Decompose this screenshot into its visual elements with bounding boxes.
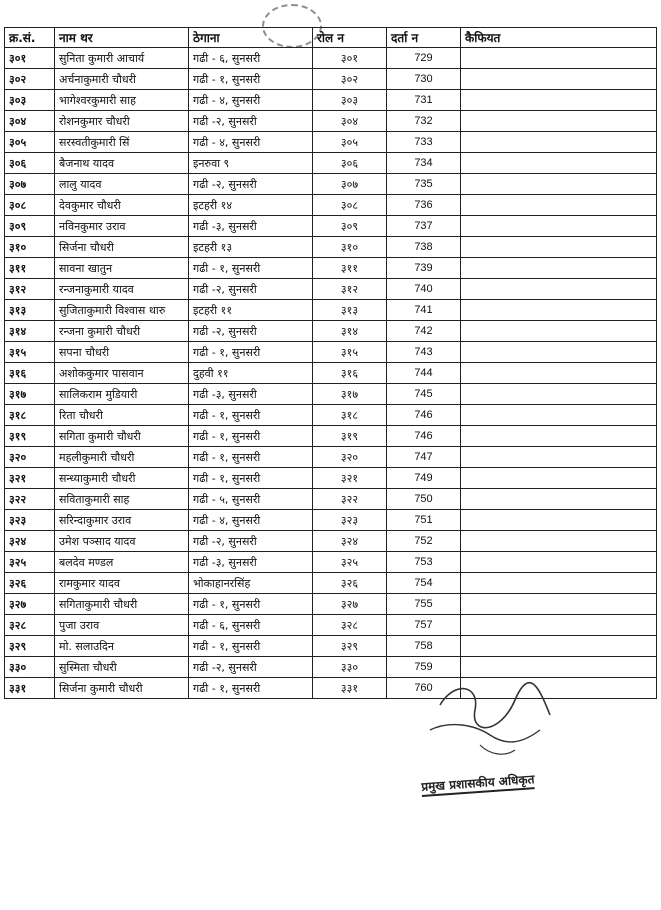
remarks-cell (461, 279, 657, 300)
name-cell: पुजा उराव (55, 615, 189, 636)
name-cell: सिर्जना कुमारी चौधरी (55, 678, 189, 699)
name-cell: सगिता कुमारी चौधरी (55, 426, 189, 447)
name-cell: भागेश्वरकुमारी साह (55, 90, 189, 111)
reg-no-cell: 757 (387, 615, 461, 636)
address-cell: गढी - ४, सुनसरी (189, 90, 313, 111)
reg-no-cell: 736 (387, 195, 461, 216)
header-serial: क्र.सं. (5, 28, 55, 48)
serial-cell: ३०७ (5, 174, 55, 195)
address-cell: गढी -२, सुनसरी (189, 111, 313, 132)
name-cell: रन्जना कुमारी चौधरी (55, 321, 189, 342)
roll-no-cell: ३१३ (313, 300, 387, 321)
table-row (5, 216, 657, 237)
remarks-cell (461, 384, 657, 405)
reg-no-cell: 751 (387, 510, 461, 531)
table-row (5, 111, 657, 132)
table-row (5, 552, 657, 573)
table-row (5, 615, 657, 636)
roll-no-cell: ३२५ (313, 552, 387, 573)
serial-cell: ३२३ (5, 510, 55, 531)
serial-cell: ३०४ (5, 111, 55, 132)
serial-cell: ३०१ (5, 48, 55, 69)
remarks-cell (461, 195, 657, 216)
remarks-cell (461, 132, 657, 153)
address-cell: इटहरी १४ (189, 195, 313, 216)
table-row (5, 132, 657, 153)
address-cell: गढी - १, सुनसरी (189, 69, 313, 90)
remarks-cell (461, 489, 657, 510)
officer-title: प्रमुख प्रशासकीय अधिकृत (421, 770, 535, 797)
remarks-cell (461, 468, 657, 489)
roll-no-cell: ३२४ (313, 531, 387, 552)
reg-no-cell: 744 (387, 363, 461, 384)
serial-cell: ३२० (5, 447, 55, 468)
address-cell: गढी -२, सुनसरी (189, 279, 313, 300)
reg-no-cell: 733 (387, 132, 461, 153)
serial-cell: ३३१ (5, 678, 55, 699)
roll-no-cell: ३०७ (313, 174, 387, 195)
header-roll-no: रोल न (313, 28, 387, 48)
roll-no-cell: ३२२ (313, 489, 387, 510)
remarks-cell (461, 237, 657, 258)
reg-no-cell: 759 (387, 657, 461, 678)
roll-no-cell: ३२७ (313, 594, 387, 615)
table-row (5, 489, 657, 510)
serial-cell: ३०२ (5, 69, 55, 90)
table-row (5, 258, 657, 279)
roll-no-cell: ३१९ (313, 426, 387, 447)
reg-no-cell: 741 (387, 300, 461, 321)
address-cell: गढी -२, सुनसरी (189, 321, 313, 342)
remarks-cell (461, 111, 657, 132)
address-cell: गढी - ६, सुनसरी (189, 615, 313, 636)
address-cell: गढी -३, सुनसरी (189, 384, 313, 405)
remarks-cell (461, 321, 657, 342)
address-cell: इटहरी १३ (189, 237, 313, 258)
table-row (5, 384, 657, 405)
address-cell: गढी - ५, सुनसरी (189, 489, 313, 510)
roll-no-cell: ३२१ (313, 468, 387, 489)
table-row (5, 468, 657, 489)
address-cell: इटहरी ११ (189, 300, 313, 321)
remarks-cell (461, 447, 657, 468)
serial-cell: ३०६ (5, 153, 55, 174)
reg-no-cell: 742 (387, 321, 461, 342)
serial-cell: ३२९ (5, 636, 55, 657)
reg-no-cell: 735 (387, 174, 461, 195)
remarks-cell (461, 594, 657, 615)
reg-no-cell: 753 (387, 552, 461, 573)
roll-no-cell: ३०९ (313, 216, 387, 237)
serial-cell: ३२२ (5, 489, 55, 510)
serial-cell: ३२८ (5, 615, 55, 636)
reg-no-cell: 745 (387, 384, 461, 405)
reg-no-cell: 738 (387, 237, 461, 258)
serial-cell: ३२१ (5, 468, 55, 489)
serial-cell: ३२४ (5, 531, 55, 552)
address-cell: गढी - ६, सुनसरी (189, 48, 313, 69)
name-cell: सविताकुमारी साह (55, 489, 189, 510)
address-cell: गढी - ४, सुनसरी (189, 132, 313, 153)
remarks-cell (461, 552, 657, 573)
reg-no-cell: 746 (387, 405, 461, 426)
reg-no-cell: 747 (387, 447, 461, 468)
table-row (5, 300, 657, 321)
address-cell: गढी - १, सुनसरी (189, 342, 313, 363)
roll-no-cell: ३३० (313, 657, 387, 678)
name-cell: सपना चौधरी (55, 342, 189, 363)
address-cell: भोकाहानरसिंह (189, 573, 313, 594)
reg-no-cell: 758 (387, 636, 461, 657)
name-cell: सिर्जना चौधरी (55, 237, 189, 258)
serial-cell: ३०३ (5, 90, 55, 111)
table-row (5, 237, 657, 258)
reg-no-cell: 743 (387, 342, 461, 363)
table-header-row (5, 28, 657, 48)
address-cell: गढी -३, सुनसरी (189, 216, 313, 237)
reg-no-cell: 739 (387, 258, 461, 279)
table-row (5, 279, 657, 300)
serial-cell: ३२५ (5, 552, 55, 573)
address-cell: गढी - १, सुनसरी (189, 426, 313, 447)
address-cell: गढी - १, सुनसरी (189, 447, 313, 468)
address-cell: गढी - १, सुनसरी (189, 468, 313, 489)
remarks-cell (461, 153, 657, 174)
name-cell: सुनिता कुमारी आचार्य (55, 48, 189, 69)
remarks-cell (461, 258, 657, 279)
serial-cell: ३१९ (5, 426, 55, 447)
reg-no-cell: 729 (387, 48, 461, 69)
remarks-cell (461, 405, 657, 426)
serial-cell: ३१० (5, 237, 55, 258)
roll-no-cell: ३०८ (313, 195, 387, 216)
reg-no-cell: 750 (387, 489, 461, 510)
name-cell: नविनकुमार उराव (55, 216, 189, 237)
candidate-table (4, 27, 657, 699)
table-row (5, 321, 657, 342)
roll-no-cell: ३०३ (313, 90, 387, 111)
reg-no-cell: 730 (387, 69, 461, 90)
serial-cell: ३१७ (5, 384, 55, 405)
name-cell: बलदेव मण्डल (55, 552, 189, 573)
table-row (5, 48, 657, 69)
table-row (5, 447, 657, 468)
address-cell: गढी -३, सुनसरी (189, 552, 313, 573)
name-cell: रामकुमार यादव (55, 573, 189, 594)
remarks-cell (461, 426, 657, 447)
serial-cell: ३१४ (5, 321, 55, 342)
header-remarks: कैफियत (461, 28, 657, 48)
table-row (5, 69, 657, 90)
name-cell: रिता चौधरी (55, 405, 189, 426)
roll-no-cell: ३१६ (313, 363, 387, 384)
roll-no-cell: ३०५ (313, 132, 387, 153)
serial-cell: ३१५ (5, 342, 55, 363)
serial-cell: ३०८ (5, 195, 55, 216)
table-row (5, 636, 657, 657)
reg-no-cell: 734 (387, 153, 461, 174)
serial-cell: ३११ (5, 258, 55, 279)
name-cell: बैजनाथ यादव (55, 153, 189, 174)
remarks-cell (461, 573, 657, 594)
roll-no-cell: ३१८ (313, 405, 387, 426)
remarks-cell (461, 531, 657, 552)
name-cell: अशोककुमार पासवान (55, 363, 189, 384)
address-cell: गढी -२, सुनसरी (189, 657, 313, 678)
address-cell: गढी -२, सुनसरी (189, 531, 313, 552)
reg-no-cell: 760 (387, 678, 461, 699)
address-cell: गढी - १, सुनसरी (189, 678, 313, 699)
handwritten-signature (420, 675, 560, 765)
remarks-cell (461, 510, 657, 531)
address-cell: गढी - १, सुनसरी (189, 636, 313, 657)
reg-no-cell: 740 (387, 279, 461, 300)
address-cell: गढी -२, सुनसरी (189, 174, 313, 195)
reg-no-cell: 746 (387, 426, 461, 447)
table-row (5, 195, 657, 216)
remarks-cell (461, 69, 657, 90)
name-cell: सरस्वतीकुमारी सिं (55, 132, 189, 153)
address-cell: इनरुवा ९ (189, 153, 313, 174)
serial-cell: ३३० (5, 657, 55, 678)
table-row (5, 405, 657, 426)
table-body (5, 48, 657, 699)
roll-no-cell: ३०१ (313, 48, 387, 69)
name-cell: सालिकराम मुडियारी (55, 384, 189, 405)
roll-no-cell: ३१७ (313, 384, 387, 405)
roll-no-cell: ३२८ (313, 615, 387, 636)
table-row (5, 90, 657, 111)
roll-no-cell: ३२९ (313, 636, 387, 657)
name-cell: उमेश पञ्साद यादव (55, 531, 189, 552)
roll-no-cell: ३१४ (313, 321, 387, 342)
name-cell: महलीकुमारी चौधरी (55, 447, 189, 468)
remarks-cell (461, 363, 657, 384)
name-cell: सुजिताकुमारी विश्वास थारु (55, 300, 189, 321)
serial-cell: ३१२ (5, 279, 55, 300)
roll-no-cell: ३०४ (313, 111, 387, 132)
roll-no-cell: ३२६ (313, 573, 387, 594)
serial-cell: ३२६ (5, 573, 55, 594)
remarks-cell (461, 216, 657, 237)
remarks-cell (461, 636, 657, 657)
name-cell: देवकुमार चौधरी (55, 195, 189, 216)
serial-cell: ३२७ (5, 594, 55, 615)
remarks-cell (461, 48, 657, 69)
serial-cell: ३१३ (5, 300, 55, 321)
address-cell: गढी - ४, सुनसरी (189, 510, 313, 531)
table-row (5, 174, 657, 195)
roll-no-cell: ३१२ (313, 279, 387, 300)
reg-no-cell: 737 (387, 216, 461, 237)
remarks-cell (461, 90, 657, 111)
table-row (5, 426, 657, 447)
remarks-cell (461, 615, 657, 636)
header-name: नाम थर (55, 28, 189, 48)
serial-cell: ३०५ (5, 132, 55, 153)
remarks-cell (461, 342, 657, 363)
name-cell: सगिताकुमारी चौधरी (55, 594, 189, 615)
table-row (5, 153, 657, 174)
serial-cell: ३१६ (5, 363, 55, 384)
reg-no-cell: 749 (387, 468, 461, 489)
table-row (5, 510, 657, 531)
address-cell: गढी - १, सुनसरी (189, 594, 313, 615)
roll-no-cell: ३२३ (313, 510, 387, 531)
name-cell: लालु यादव (55, 174, 189, 195)
remarks-cell (461, 300, 657, 321)
table-row (5, 342, 657, 363)
roll-no-cell: ३१५ (313, 342, 387, 363)
name-cell: सावना खातुन (55, 258, 189, 279)
name-cell: रोशनकुमार चौधरी (55, 111, 189, 132)
roll-no-cell: ३२० (313, 447, 387, 468)
roll-no-cell: ३०६ (313, 153, 387, 174)
name-cell: अर्चनाकुमारी चौधरी (55, 69, 189, 90)
roll-no-cell: ३३१ (313, 678, 387, 699)
table-row (5, 573, 657, 594)
header-reg-no: दर्ता न (387, 28, 461, 48)
table-row (5, 531, 657, 552)
reg-no-cell: 752 (387, 531, 461, 552)
name-cell: सरिन्दाकुमार उराव (55, 510, 189, 531)
reg-no-cell: 755 (387, 594, 461, 615)
address-cell: गढी - १, सुनसरी (189, 258, 313, 279)
name-cell: सन्ध्याकुमारी चौधरी (55, 468, 189, 489)
roll-no-cell: ३१० (313, 237, 387, 258)
name-cell: सुस्मिता चौधरी (55, 657, 189, 678)
address-cell: दुहवी ११ (189, 363, 313, 384)
address-cell: गढी - १, सुनसरी (189, 405, 313, 426)
table-row (5, 594, 657, 615)
serial-cell: ३१८ (5, 405, 55, 426)
serial-cell: ३०९ (5, 216, 55, 237)
reg-no-cell: 731 (387, 90, 461, 111)
remarks-cell (461, 174, 657, 195)
name-cell: रन्जनाकुमारी यादव (55, 279, 189, 300)
name-cell: मो. सलाउदिन (55, 636, 189, 657)
reg-no-cell: 732 (387, 111, 461, 132)
roll-no-cell: ३११ (313, 258, 387, 279)
header-address: ठेगाना (189, 28, 313, 48)
reg-no-cell: 754 (387, 573, 461, 594)
table-row (5, 363, 657, 384)
roll-no-cell: ३०२ (313, 69, 387, 90)
